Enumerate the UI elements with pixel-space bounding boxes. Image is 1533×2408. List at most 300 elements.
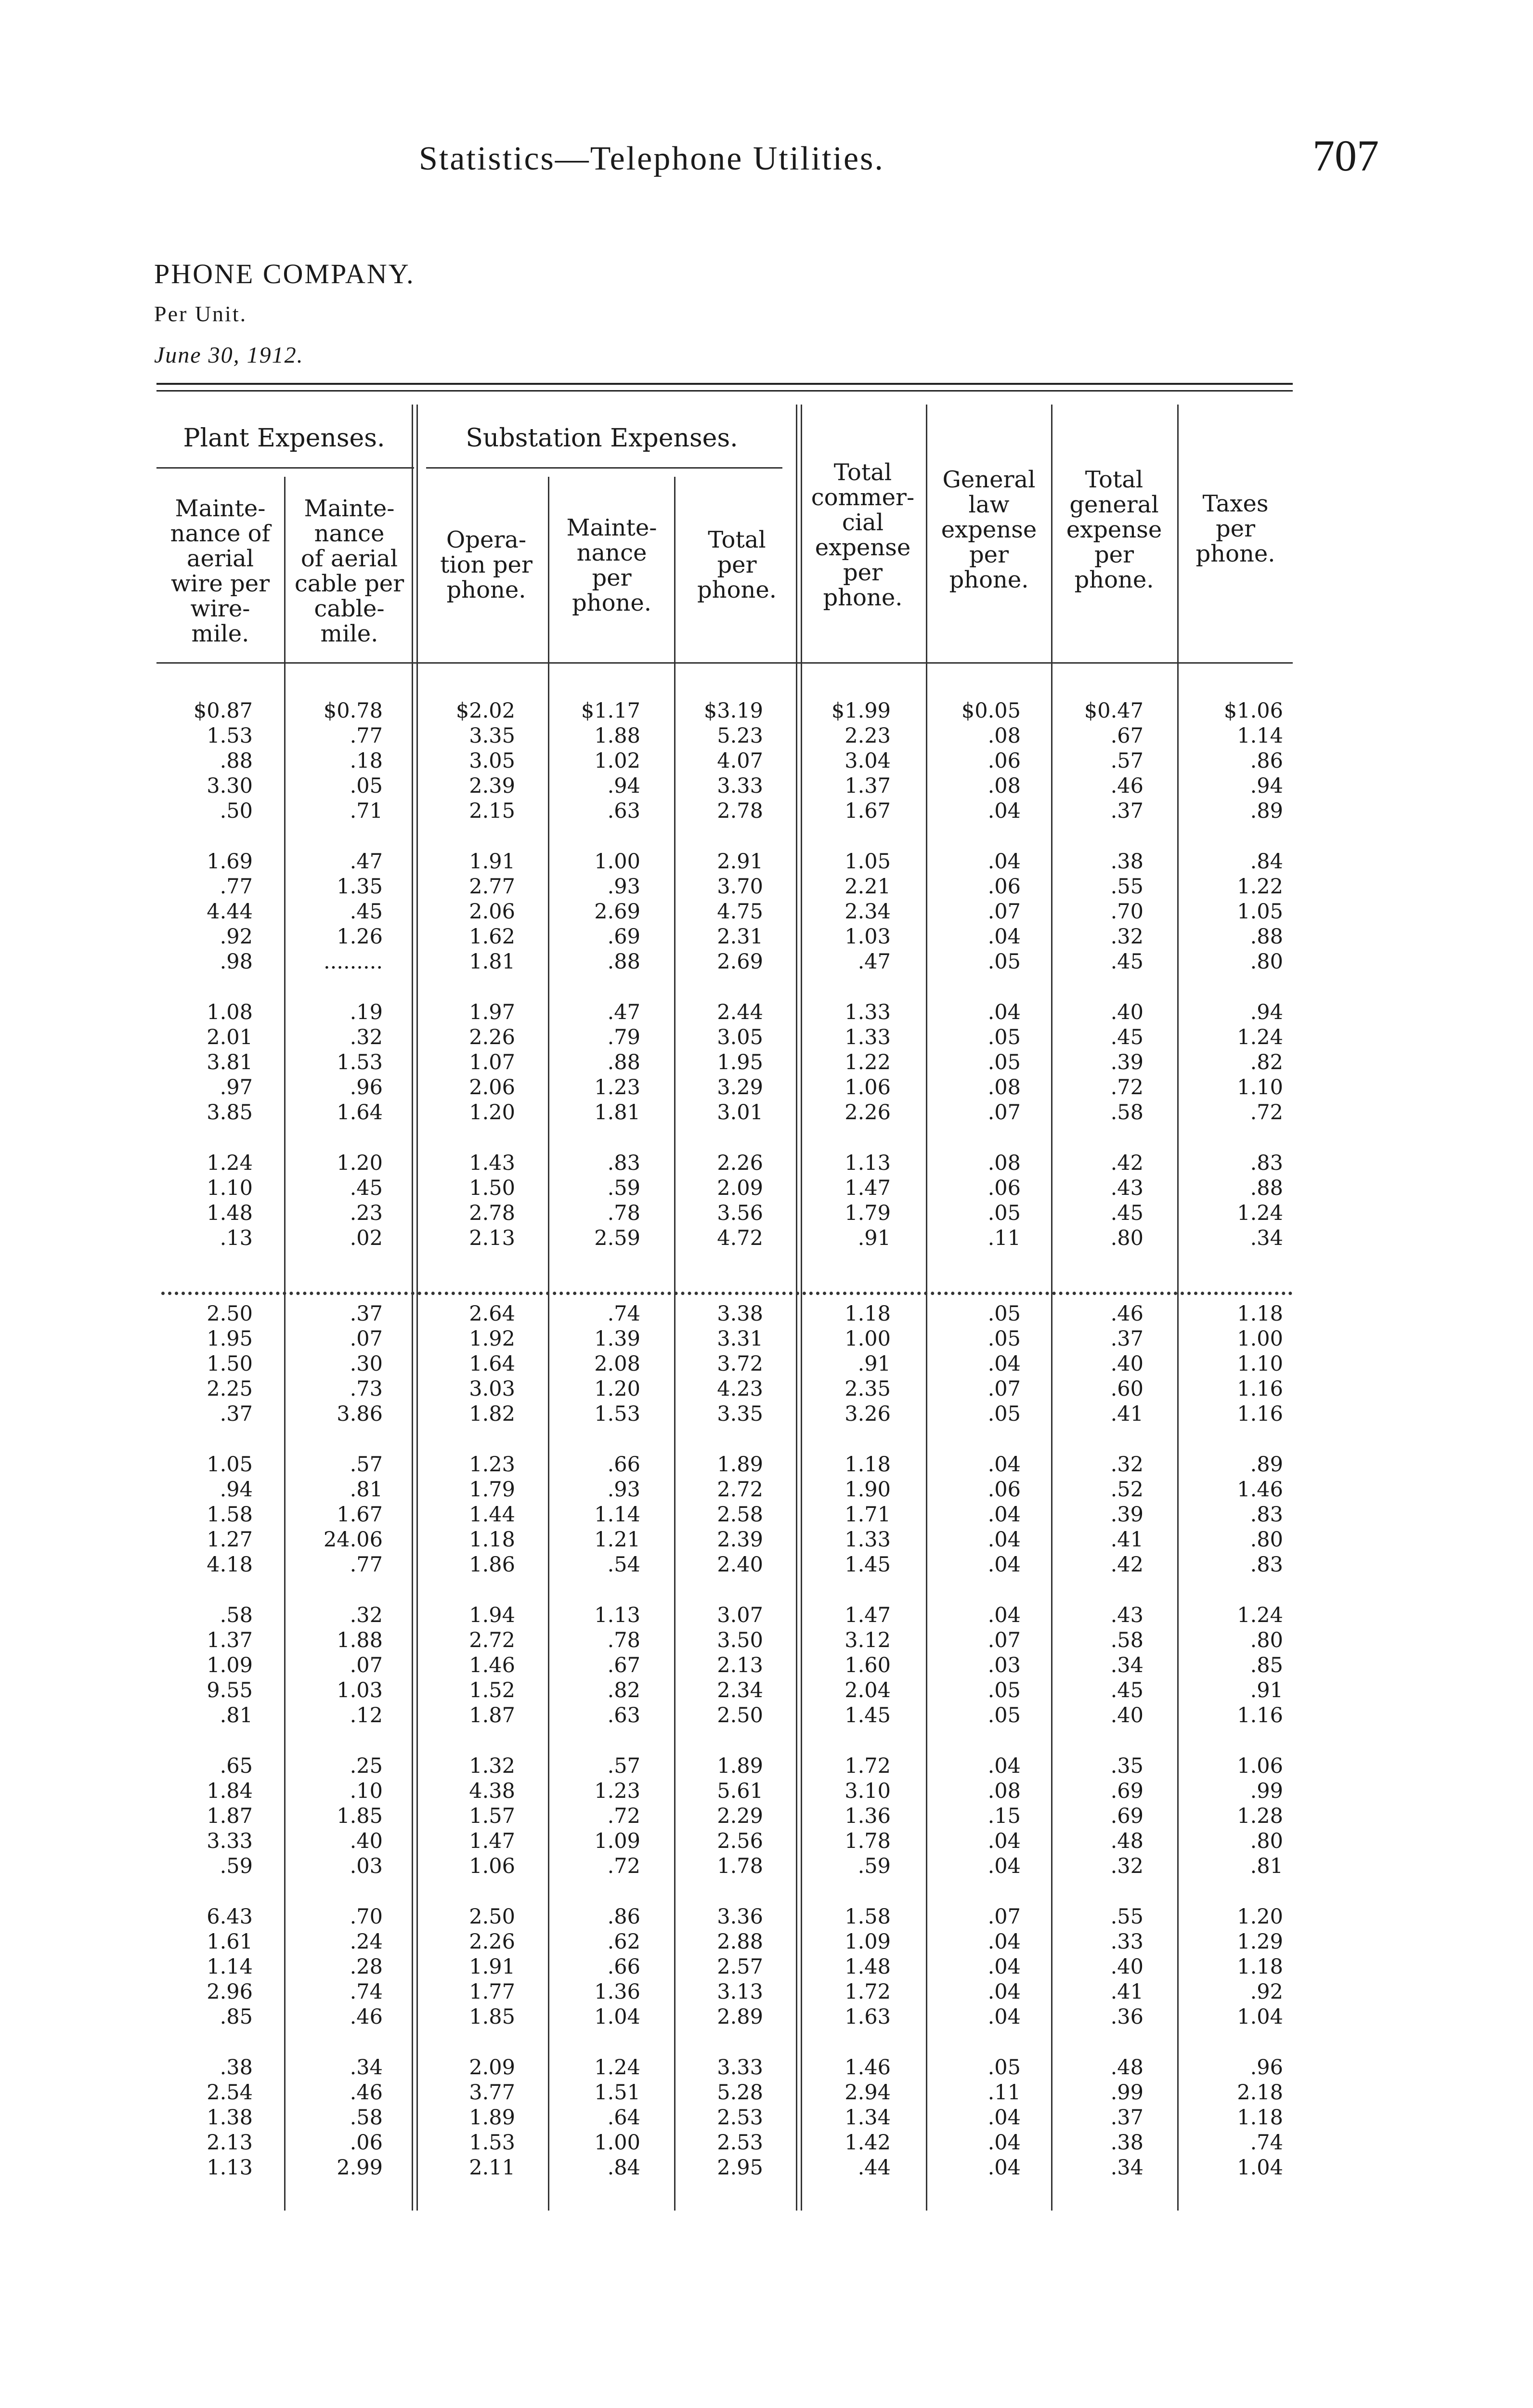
per-unit-caption: Per Unit. — [154, 301, 247, 326]
cell-tax: 1.46 — [1237, 1478, 1283, 1502]
cell-gen: $0.47 — [1084, 699, 1143, 723]
cell-maint: 1.24 — [594, 2055, 640, 2080]
cell-comm: 1.47 — [844, 1603, 891, 1627]
cell-gen: .40 — [1110, 1352, 1143, 1376]
cell-tax: 1.29 — [1237, 1930, 1283, 1954]
cell-tax: .80 — [1250, 1628, 1283, 1652]
cell-gen: .55 — [1110, 1905, 1143, 1929]
cell-law: .06 — [987, 875, 1021, 899]
header-maintenance: Mainte- nance per phone. — [566, 514, 657, 616]
cell-maint: 1.23 — [594, 1779, 640, 1803]
cell-comm: 1.33 — [844, 1025, 891, 1049]
cell-law: .04 — [987, 850, 1021, 874]
cell-wire: $0.87 — [193, 699, 253, 723]
cell-cable: 1.03 — [337, 1678, 383, 1702]
cell-maint: .78 — [607, 1628, 640, 1652]
cell-total_sub: 2.40 — [717, 1553, 763, 1577]
cell-total_sub: 2.09 — [717, 1176, 763, 1200]
column-tax — [1224, 698, 1283, 2180]
cell-wire: 6.43 — [207, 1905, 253, 1929]
cell-maint: .79 — [607, 1025, 640, 1049]
cell-gen: .32 — [1110, 1854, 1143, 1878]
cell-comm: 1.18 — [844, 1453, 891, 1477]
cell-gen: .46 — [1110, 1302, 1143, 1326]
cell-law: .04 — [987, 1603, 1021, 1627]
cell-tax: 1.10 — [1237, 1075, 1283, 1099]
cell-total_sub: 3.56 — [717, 1201, 763, 1225]
cell-maint: .74 — [607, 1302, 640, 1326]
cell-comm: 2.04 — [844, 1678, 891, 1702]
cell-wire: .37 — [220, 1402, 253, 1426]
cell-gen: .40 — [1110, 1703, 1143, 1727]
cell-op: 2.06 — [469, 900, 515, 924]
cell-gen: .52 — [1110, 1478, 1143, 1502]
cell-wire: 1.69 — [207, 850, 253, 874]
cell-comm: 1.13 — [844, 1151, 891, 1175]
cell-total_sub: 1.89 — [717, 1453, 763, 1477]
cell-cable: .47 — [350, 850, 383, 874]
cell-maint: .59 — [607, 1176, 640, 1200]
cell-cable: .96 — [350, 1075, 383, 1099]
cell-wire: 1.84 — [207, 1779, 253, 1803]
cell-cable: .46 — [350, 2081, 383, 2105]
cell-law: .07 — [987, 1377, 1021, 1401]
cell-op: 1.86 — [469, 1553, 515, 1577]
cell-cable: .03 — [350, 1854, 383, 1878]
cell-tax: 1.18 — [1237, 2106, 1283, 2130]
cell-tax: $1.06 — [1223, 699, 1283, 723]
cell-maint: 1.09 — [594, 1829, 640, 1853]
cell-op: 1.07 — [469, 1050, 515, 1074]
cell-wire: .38 — [220, 2055, 253, 2080]
cell-law: .11 — [987, 2081, 1021, 2105]
cell-tax: 2.18 — [1237, 2081, 1283, 2105]
cell-gen: .40 — [1110, 1000, 1143, 1024]
cell-cable: 1.64 — [337, 1100, 383, 1125]
cell-comm: 2.34 — [844, 900, 891, 924]
cell-law: .04 — [987, 1754, 1021, 1778]
cell-comm: 1.60 — [844, 1653, 891, 1677]
cell-comm: 1.03 — [844, 925, 891, 949]
cell-op: 1.53 — [469, 2131, 515, 2155]
cell-cable: 1.88 — [337, 1628, 383, 1652]
cell-total_sub: 2.72 — [717, 1478, 763, 1502]
cell-op: 2.39 — [469, 774, 515, 798]
cell-law: .05 — [987, 1302, 1021, 1326]
cell-gen: .43 — [1110, 1176, 1143, 1200]
cell-law: .08 — [987, 1779, 1021, 1803]
cell-cable: 24.06 — [323, 1528, 383, 1552]
cell-comm: 1.79 — [844, 1201, 891, 1225]
cell-gen: .32 — [1110, 1453, 1143, 1477]
cell-law: .06 — [987, 749, 1021, 773]
cell-total_sub: 2.26 — [717, 1151, 763, 1175]
cell-cable: .07 — [350, 1653, 383, 1677]
cell-maint: .66 — [607, 1955, 640, 1979]
cell-gen: .39 — [1110, 1050, 1143, 1074]
cell-cable: 1.35 — [337, 875, 383, 899]
vrule-2a — [412, 405, 413, 2211]
cell-op: 2.26 — [469, 1025, 515, 1049]
cell-comm: .44 — [857, 2156, 891, 2180]
cell-tax: 1.16 — [1237, 1377, 1283, 1401]
cell-op: 2.06 — [469, 1075, 515, 1099]
cell-gen: .42 — [1110, 1151, 1143, 1175]
cell-cable: .58 — [350, 2106, 383, 2130]
cell-gen: .67 — [1110, 724, 1143, 748]
cell-total_sub: 3.72 — [717, 1352, 763, 1376]
cell-cable: .23 — [350, 1201, 383, 1225]
cell-maint: 1.81 — [594, 1100, 640, 1125]
cell-tax: .83 — [1250, 1503, 1283, 1527]
cell-op: 1.57 — [469, 1804, 515, 1828]
cell-tax: .80 — [1250, 1829, 1283, 1853]
cell-maint: 1.88 — [594, 724, 640, 748]
column-wire — [194, 698, 253, 2180]
cell-tax: 1.06 — [1237, 1754, 1283, 1778]
cell-op: 4.38 — [469, 1779, 515, 1803]
vrule-5a — [796, 405, 797, 2211]
cell-maint: .47 — [607, 1000, 640, 1024]
cell-cable: .70 — [350, 1905, 383, 1929]
cell-tax: 1.10 — [1237, 1352, 1283, 1376]
cell-op: 1.47 — [469, 1829, 515, 1853]
cell-maint: 1.53 — [594, 1402, 640, 1426]
cell-comm: 1.63 — [844, 2005, 891, 2029]
cell-maint: 1.51 — [594, 2081, 640, 2105]
cell-gen: .45 — [1110, 950, 1143, 974]
cell-comm: 1.09 — [844, 1930, 891, 1954]
cell-wire: 2.54 — [207, 2081, 253, 2105]
cell-maint: .78 — [607, 1201, 640, 1225]
cell-wire: 1.10 — [207, 1176, 253, 1200]
vrule-4 — [674, 477, 676, 2211]
cell-cable: .18 — [350, 749, 383, 773]
cell-comm: 1.06 — [844, 1075, 891, 1099]
cell-tax: 1.18 — [1237, 1302, 1283, 1326]
cell-total_sub: 3.36 — [717, 1905, 763, 1929]
cell-tax: 1.20 — [1237, 1905, 1283, 1929]
cell-tax: 1.14 — [1237, 724, 1283, 748]
vrule-6 — [926, 405, 927, 2211]
cell-comm: 1.37 — [844, 774, 891, 798]
cell-law: .04 — [987, 799, 1021, 823]
cell-op: 2.09 — [469, 2055, 515, 2080]
cell-total_sub: 3.50 — [717, 1628, 763, 1652]
column-total_sub — [704, 698, 763, 2180]
cell-maint: 1.14 — [594, 1503, 640, 1527]
cell-total_sub: 4.07 — [717, 749, 763, 773]
cell-op: 1.92 — [469, 1327, 515, 1351]
cell-cable: .12 — [350, 1703, 383, 1727]
cell-op: 3.03 — [469, 1377, 515, 1401]
cell-comm: 2.23 — [844, 724, 891, 748]
header-total-substation: Total per phone. — [697, 526, 777, 603]
cell-wire: 1.05 — [207, 1453, 253, 1477]
cell-maint: 1.00 — [594, 2131, 640, 2155]
cell-tax: 1.22 — [1237, 875, 1283, 899]
cell-op: 1.94 — [469, 1603, 515, 1627]
cell-op: 1.52 — [469, 1678, 515, 1702]
cell-wire: 2.25 — [207, 1377, 253, 1401]
cell-tax: 1.00 — [1237, 1327, 1283, 1351]
cell-comm: 1.18 — [844, 1302, 891, 1326]
cell-op: 1.50 — [469, 1176, 515, 1200]
cell-maint: 1.21 — [594, 1528, 640, 1552]
cell-maint: .88 — [607, 1050, 640, 1074]
column-law — [961, 698, 1021, 2180]
cell-gen: .42 — [1110, 1553, 1143, 1577]
cell-tax: .89 — [1250, 1453, 1283, 1477]
cell-law: .04 — [987, 1955, 1021, 1979]
cell-op: 3.35 — [469, 724, 515, 748]
cell-cable: .07 — [350, 1327, 383, 1351]
cell-law: $0.05 — [961, 699, 1021, 723]
cell-cable: 3.86 — [337, 1402, 383, 1426]
cell-cable: .57 — [350, 1453, 383, 1477]
cell-comm: $1.99 — [831, 699, 891, 723]
vrule-1 — [284, 477, 286, 2211]
cell-gen: .41 — [1110, 1980, 1143, 2004]
cell-wire: .58 — [220, 1603, 253, 1627]
cell-maint: .82 — [607, 1678, 640, 1702]
cell-cable: .25 — [350, 1754, 383, 1778]
cell-gen: .35 — [1110, 1754, 1143, 1778]
cell-total_sub: 1.78 — [717, 1854, 763, 1878]
cell-total_sub: 2.34 — [717, 1678, 763, 1702]
cell-gen: .39 — [1110, 1503, 1143, 1527]
cell-maint: 1.00 — [594, 850, 640, 874]
cell-maint: 1.20 — [594, 1377, 640, 1401]
cell-total_sub: 3.01 — [717, 1100, 763, 1125]
cell-cable: .40 — [350, 1829, 383, 1853]
cell-maint: .69 — [607, 925, 640, 949]
cell-comm: 1.78 — [844, 1829, 891, 1853]
cell-maint: $1.17 — [581, 699, 640, 723]
cell-law: .07 — [987, 1100, 1021, 1125]
cell-op: 1.23 — [469, 1453, 515, 1477]
header-cable: Mainte- nance of aerial cable per cable- mile. — [294, 495, 404, 647]
cell-gen: .33 — [1110, 1930, 1143, 1954]
cell-total_sub: 2.78 — [717, 799, 763, 823]
cell-gen: .43 — [1110, 1603, 1143, 1627]
cell-gen: .57 — [1110, 749, 1143, 773]
cell-tax: .80 — [1250, 950, 1283, 974]
cell-gen: .38 — [1110, 2131, 1143, 2155]
cell-op: 1.06 — [469, 1854, 515, 1878]
vrule-8 — [1177, 405, 1179, 2211]
cell-law: .07 — [987, 1905, 1021, 1929]
cell-wire: 1.14 — [207, 1955, 253, 1979]
cell-op: 2.72 — [469, 1628, 515, 1652]
cell-tax: 1.04 — [1237, 2005, 1283, 2029]
cell-gen: .41 — [1110, 1402, 1143, 1426]
cell-wire: 2.13 — [207, 2131, 253, 2155]
cell-law: .04 — [987, 1000, 1021, 1024]
cell-wire: 1.24 — [207, 1151, 253, 1175]
cell-law: .05 — [987, 1327, 1021, 1351]
cell-comm: .47 — [857, 950, 891, 974]
header-commercial: Total commer- cial expense per phone. — [811, 459, 915, 611]
cell-tax: .80 — [1250, 1528, 1283, 1552]
cell-law: .05 — [987, 1025, 1021, 1049]
cell-tax: 1.04 — [1237, 2156, 1283, 2180]
cell-wire: 3.85 — [207, 1100, 253, 1125]
header-operation: Opera- tion per phone. — [440, 526, 533, 603]
column-comm — [831, 698, 891, 2180]
cell-tax: 1.24 — [1237, 1603, 1283, 1627]
cell-total_sub: 4.72 — [717, 1226, 763, 1250]
cell-tax: .94 — [1250, 1000, 1283, 1024]
cell-op: 1.44 — [469, 1503, 515, 1527]
cell-law: .05 — [987, 1678, 1021, 1702]
cell-wire: .97 — [220, 1075, 253, 1099]
cell-total_sub: 2.29 — [717, 1804, 763, 1828]
cell-law: .05 — [987, 1402, 1021, 1426]
cell-comm: .91 — [857, 1226, 891, 1250]
cell-total_sub: 2.50 — [717, 1703, 763, 1727]
cell-cable: .30 — [350, 1352, 383, 1376]
cell-cable: .45 — [350, 1176, 383, 1200]
cell-law: .03 — [987, 1653, 1021, 1677]
cell-law: .06 — [987, 1478, 1021, 1502]
cell-wire: .13 — [220, 1226, 253, 1250]
cell-wire: 1.53 — [207, 724, 253, 748]
cell-law: .05 — [987, 1703, 1021, 1727]
cell-tax: .81 — [1250, 1854, 1283, 1878]
cell-tax: .34 — [1250, 1226, 1283, 1250]
cell-total_sub: 2.89 — [717, 2005, 763, 2029]
cell-comm: 3.12 — [844, 1628, 891, 1652]
cell-maint: 2.59 — [594, 1226, 640, 1250]
cell-cable: .24 — [350, 1930, 383, 1954]
cell-wire: .81 — [220, 1703, 253, 1727]
cell-maint: .57 — [607, 1754, 640, 1778]
cell-gen: .46 — [1110, 774, 1143, 798]
cell-maint: .62 — [607, 1930, 640, 1954]
cell-op: 3.77 — [469, 2081, 515, 2105]
cell-total_sub: 3.07 — [717, 1603, 763, 1627]
cell-maint: 1.13 — [594, 1603, 640, 1627]
cell-wire: 1.95 — [207, 1327, 253, 1351]
cell-total_sub: 4.23 — [717, 1377, 763, 1401]
cell-cable: .71 — [350, 799, 383, 823]
cell-op: 2.11 — [469, 2156, 515, 2180]
cell-law: .04 — [987, 1528, 1021, 1552]
cell-gen: .48 — [1110, 2055, 1143, 2080]
vrule-5b — [801, 405, 802, 2211]
cell-maint: 1.39 — [594, 1327, 640, 1351]
cell-gen: .69 — [1110, 1779, 1143, 1803]
cell-tax: 1.28 — [1237, 1804, 1283, 1828]
cell-wire: .77 — [220, 875, 253, 899]
cell-tax: .85 — [1250, 1653, 1283, 1677]
cell-wire: 1.48 — [207, 1201, 253, 1225]
cell-gen: .34 — [1110, 1653, 1143, 1677]
cell-law: .04 — [987, 1829, 1021, 1853]
cell-total_sub: 2.58 — [717, 1503, 763, 1527]
cell-comm: 1.46 — [844, 2055, 891, 2080]
cell-op: 2.64 — [469, 1302, 515, 1326]
top-rule-thin — [156, 390, 1293, 392]
cell-op: 1.43 — [469, 1151, 515, 1175]
cell-maint: .63 — [607, 799, 640, 823]
cell-gen: .40 — [1110, 1955, 1143, 1979]
cell-cable: .19 — [350, 1000, 383, 1024]
cell-law: .04 — [987, 2131, 1021, 2155]
top-rule — [156, 383, 1293, 385]
cell-gen: .45 — [1110, 1025, 1143, 1049]
cell-op: 1.87 — [469, 1703, 515, 1727]
cell-wire: 9.55 — [207, 1678, 253, 1702]
cell-gen: .34 — [1110, 2156, 1143, 2180]
cell-gen: .55 — [1110, 875, 1143, 899]
cell-total_sub: 2.56 — [717, 1829, 763, 1853]
cell-maint: 1.36 — [594, 1980, 640, 2004]
cell-maint: .54 — [607, 1553, 640, 1577]
cell-tax: .83 — [1250, 1151, 1283, 1175]
cell-wire: 1.27 — [207, 1528, 253, 1552]
column-cable — [324, 698, 383, 2180]
column-maint — [581, 698, 640, 2180]
cell-comm: 3.10 — [844, 1779, 891, 1803]
cell-gen: .69 — [1110, 1804, 1143, 1828]
cell-law: .08 — [987, 774, 1021, 798]
cell-op: 1.91 — [469, 1955, 515, 1979]
cell-tax: 1.24 — [1237, 1201, 1283, 1225]
cell-gen: .45 — [1110, 1678, 1143, 1702]
cell-maint: .67 — [607, 1653, 640, 1677]
plant-group-underline — [156, 467, 414, 469]
cell-op: 2.15 — [469, 799, 515, 823]
cell-maint: .93 — [607, 875, 640, 899]
cell-gen: .70 — [1110, 900, 1143, 924]
cell-law: .08 — [987, 1075, 1021, 1099]
cell-gen: .36 — [1110, 2005, 1143, 2029]
cell-op: 1.85 — [469, 2005, 515, 2029]
cell-op: 2.26 — [469, 1930, 515, 1954]
cell-comm: 1.45 — [844, 1553, 891, 1577]
vrule-3 — [548, 477, 549, 2211]
column-gen — [1084, 698, 1143, 2180]
cell-gen: .60 — [1110, 1377, 1143, 1401]
cell-op: 1.46 — [469, 1653, 515, 1677]
cell-cable: .34 — [350, 2055, 383, 2080]
cell-maint: .93 — [607, 1478, 640, 1502]
cell-wire: 1.13 — [207, 2156, 253, 2180]
cell-law: .15 — [987, 1804, 1021, 1828]
cell-law: .05 — [987, 2055, 1021, 2080]
cell-tax: .86 — [1250, 749, 1283, 773]
cell-wire: .59 — [220, 1854, 253, 1878]
cell-wire: .50 — [220, 799, 253, 823]
cell-law: .08 — [987, 1151, 1021, 1175]
cell-tax: .94 — [1250, 774, 1283, 798]
cell-comm: 1.72 — [844, 1980, 891, 2004]
cell-total_sub: 5.23 — [717, 724, 763, 748]
cell-law: .04 — [987, 1553, 1021, 1577]
cell-op: 1.32 — [469, 1754, 515, 1778]
cell-op: 1.91 — [469, 850, 515, 874]
cell-op: 1.82 — [469, 1402, 515, 1426]
cell-wire: 3.81 — [207, 1050, 253, 1074]
cell-maint: 2.08 — [594, 1352, 640, 1376]
company-caption: PHONE COMPANY. — [154, 258, 415, 289]
cell-total_sub: 2.13 — [717, 1653, 763, 1677]
cell-tax: .83 — [1250, 1553, 1283, 1577]
cell-comm: 2.35 — [844, 1377, 891, 1401]
cell-total_sub: 1.89 — [717, 1754, 763, 1778]
